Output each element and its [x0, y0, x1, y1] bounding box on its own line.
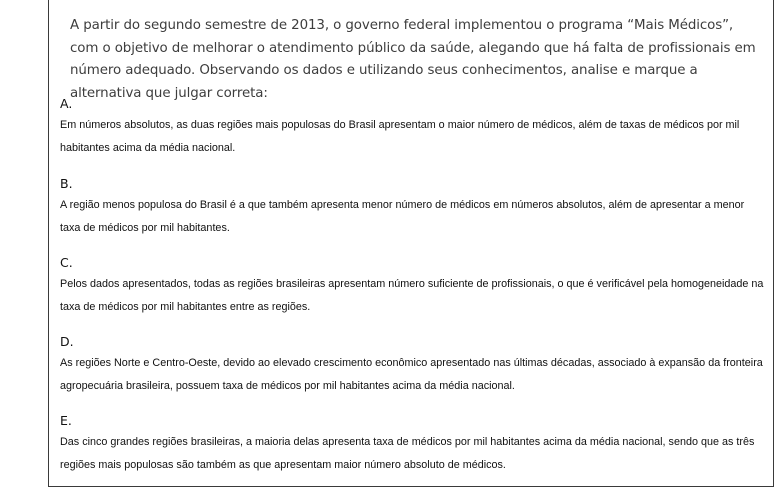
option-e[interactable]	[60, 414, 765, 477]
option-letter: E.	[60, 413, 72, 428]
option-letter: A.	[60, 96, 73, 111]
option-b[interactable]	[60, 177, 765, 240]
option-text: As regiões Norte e Centro-Oeste, devido ao elevado crescimento econômico apresentado nas últimas décadas, associado à expansão da fronteira agropecuária brasileira, possuem taxa de médicos por mil habitantes acima da média nacional.	[60, 357, 763, 392]
option-d[interactable]	[60, 335, 765, 398]
option-letter: B.	[60, 176, 73, 191]
option-c[interactable]	[60, 256, 765, 319]
option-text: Em números absolutos, as duas regiões mais populosas do Brasil apresentam o maior número de médicos, além de taxas de médicos por mil habitantes acima da média nacional.	[60, 119, 740, 154]
option-a[interactable]	[60, 97, 765, 160]
option-text: Pelos dados apresentados, todas as regiões brasileiras apresentam número suficiente de profissionais, o que é verificável pela homogeneidade na taxa de médicos por mil habitantes entre as regiões.	[60, 278, 764, 313]
option-letter: D.	[60, 334, 74, 349]
option-letter: C.	[60, 255, 73, 270]
option-text: Das cinco grandes regiões brasileiras, a maioria delas apresenta taxa de médicos por mil habitantes acima da média nacional, sendo que as três regiões mais populosas são também as que apresentam maior número absoluto de médicos.	[60, 436, 755, 471]
question-prompt: A partir do segundo semestre de 2013, o governo federal implementou o programa “Mais Médicos”, com o objetivo de melhorar o atendimento público da saúde, alegando que há falta de profissionais em número adequado. Observando os dados e utilizando seus conhecimentos, analise e marque a alternativa que julgar correta:	[70, 18, 756, 101]
option-text: A região menos populosa do Brasil é a que também apresenta menor número de médicos em números absolutos, além de apresentar a menor taxa de médicos por mil habitantes.	[60, 199, 745, 234]
